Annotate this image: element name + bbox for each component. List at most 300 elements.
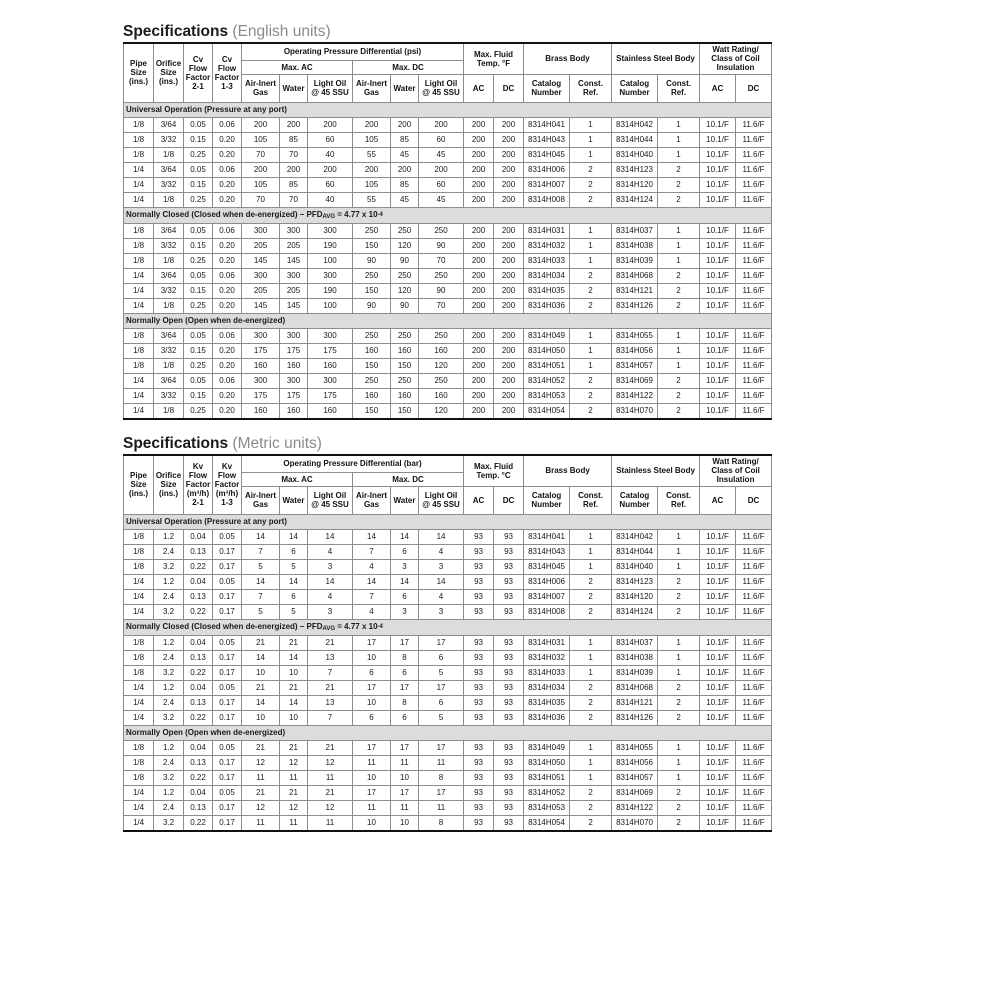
- table-cell: 1: [658, 343, 700, 358]
- table-cell: 14: [280, 650, 308, 665]
- table-cell: 1.2: [154, 785, 184, 800]
- table-cell: 250: [391, 223, 419, 238]
- table-row: [124, 815, 772, 831]
- table-cell: 8314H033: [524, 665, 570, 680]
- table-cell: 0.20: [213, 147, 242, 162]
- table-cell: 8314H042: [612, 529, 658, 544]
- table-cell: 120: [419, 403, 464, 419]
- table-cell: 0.05: [213, 785, 242, 800]
- table-cell: 11.6/F: [736, 177, 772, 192]
- table-cell: 150: [391, 403, 419, 419]
- ss-const-ref-header: Const. Ref.: [658, 486, 700, 514]
- table-cell: 11.6/F: [736, 147, 772, 162]
- table-cell: 0.06: [213, 162, 242, 177]
- table-cell: 70: [242, 147, 280, 162]
- table-cell: 3/32: [154, 177, 184, 192]
- table-cell: 14: [242, 574, 280, 589]
- table-cell: 10.1/F: [700, 635, 736, 650]
- table-cell: 11.6/F: [736, 695, 772, 710]
- table-cell: 21: [280, 635, 308, 650]
- table-cell: 8314H124: [612, 604, 658, 619]
- brass-body-header: Brass Body: [524, 455, 612, 486]
- table-cell: 21: [280, 680, 308, 695]
- table-cell: 150: [353, 283, 391, 298]
- table-cell: 1/4: [124, 800, 154, 815]
- group-row: [124, 313, 772, 328]
- table-cell: 10.1/F: [700, 253, 736, 268]
- table-cell: 300: [308, 373, 353, 388]
- table-cell: 8314H043: [524, 544, 570, 559]
- table-cell: 70: [280, 147, 308, 162]
- table-cell: 200: [494, 283, 524, 298]
- table-cell: 6: [280, 544, 308, 559]
- table-cell: 10.1/F: [700, 604, 736, 619]
- temp-dc-header: DC: [494, 486, 524, 514]
- table-cell: 1: [570, 343, 612, 358]
- table-cell: 1/8: [154, 403, 184, 419]
- table-cell: 93: [494, 770, 524, 785]
- table-cell: 85: [280, 132, 308, 147]
- table-cell: 93: [494, 740, 524, 755]
- table-cell: 8314H057: [612, 358, 658, 373]
- table-cell: 200: [464, 268, 494, 283]
- table-cell: 8314H033: [524, 253, 570, 268]
- temp-ac-header: AC: [464, 486, 494, 514]
- table-row: [124, 283, 772, 298]
- table-cell: 0.13: [184, 695, 213, 710]
- table-cell: 8314H032: [524, 650, 570, 665]
- table-cell: 14: [242, 529, 280, 544]
- table-cell: 105: [353, 132, 391, 147]
- table-cell: 10.1/F: [700, 710, 736, 725]
- table-cell: 10.1/F: [700, 755, 736, 770]
- ss-catalog-number-header: Catalog Number: [612, 486, 658, 514]
- table-cell: 160: [308, 403, 353, 419]
- table-cell: 0.17: [213, 544, 242, 559]
- table-cell: 8314H042: [612, 117, 658, 132]
- table-cell: 150: [353, 403, 391, 419]
- table-cell: 0.05: [184, 162, 213, 177]
- table-cell: 1/8: [124, 665, 154, 680]
- table-cell: 1: [570, 529, 612, 544]
- table-cell: 0.13: [184, 800, 213, 815]
- table-cell: 0.13: [184, 544, 213, 559]
- table-cell: 8314H031: [524, 635, 570, 650]
- table-cell: 6: [391, 710, 419, 725]
- stainless-steel-body-header: Stainless Steel Body: [612, 43, 700, 74]
- table-cell: 3/64: [154, 268, 184, 283]
- table-cell: 4: [353, 559, 391, 574]
- table-cell: 2: [570, 680, 612, 695]
- table-cell: 10.1/F: [700, 665, 736, 680]
- table-cell: 175: [308, 343, 353, 358]
- table-cell: 11.6/F: [736, 388, 772, 403]
- table-row: [124, 373, 772, 388]
- table-cell: 1.2: [154, 740, 184, 755]
- table-cell: 0.25: [184, 358, 213, 373]
- table-cell: 300: [242, 223, 280, 238]
- table-cell: 10: [353, 650, 391, 665]
- table-cell: 85: [391, 177, 419, 192]
- table-cell: 8314H006: [524, 162, 570, 177]
- table-cell: 1/4: [124, 785, 154, 800]
- table-cell: 0.04: [184, 574, 213, 589]
- table-cell: 10.1/F: [700, 740, 736, 755]
- table-cell: 8314H034: [524, 680, 570, 695]
- table-cell: 3: [419, 604, 464, 619]
- table-cell: 0.17: [213, 695, 242, 710]
- table-cell: 200: [494, 343, 524, 358]
- table-cell: 93: [464, 815, 494, 831]
- table-cell: 12: [308, 800, 353, 815]
- table-cell: 300: [242, 373, 280, 388]
- table-cell: 0.22: [184, 815, 213, 831]
- table-cell: 1: [658, 529, 700, 544]
- table-cell: 93: [494, 815, 524, 831]
- table-cell: 93: [494, 589, 524, 604]
- table-cell: 0.04: [184, 680, 213, 695]
- table-cell: 200: [242, 162, 280, 177]
- table-cell: 0.05: [213, 740, 242, 755]
- table-cell: 3/32: [154, 238, 184, 253]
- table-cell: 250: [353, 373, 391, 388]
- table-cell: 1/8: [124, 358, 154, 373]
- table-cell: 17: [419, 740, 464, 755]
- table-cell: 11.6/F: [736, 635, 772, 650]
- table-cell: 0.25: [184, 403, 213, 419]
- table-cell: 3/64: [154, 162, 184, 177]
- table-cell: 250: [391, 328, 419, 343]
- table-cell: 1: [570, 328, 612, 343]
- table-cell: 14: [308, 529, 353, 544]
- table-cell: 55: [353, 147, 391, 162]
- table-cell: 8314H006: [524, 574, 570, 589]
- table-cell: 2: [570, 695, 612, 710]
- table-cell: 1: [658, 238, 700, 253]
- table-cell: 2: [658, 800, 700, 815]
- table-cell: 8314H056: [612, 755, 658, 770]
- table-cell: 93: [464, 604, 494, 619]
- table-cell: 11.6/F: [736, 544, 772, 559]
- table-cell: 200: [494, 253, 524, 268]
- table-cell: 1/4: [124, 162, 154, 177]
- table-cell: 93: [464, 755, 494, 770]
- table-cell: 11.6/F: [736, 358, 772, 373]
- table-cell: 1.2: [154, 529, 184, 544]
- table-cell: 93: [464, 710, 494, 725]
- table-cell: 6: [419, 650, 464, 665]
- english-title-main: Specifications: [123, 23, 229, 40]
- table-cell: 11.6/F: [736, 650, 772, 665]
- table-cell: 8314H049: [524, 328, 570, 343]
- table-cell: 200: [280, 117, 308, 132]
- table-cell: 93: [494, 710, 524, 725]
- flow-factor-2-1-header: Kv Flow Factor (m³/h) 2-1: [184, 455, 213, 514]
- table-cell: 0.25: [184, 147, 213, 162]
- table-cell: 21: [308, 785, 353, 800]
- table-cell: 190: [308, 238, 353, 253]
- table-cell: 2: [570, 192, 612, 207]
- table-cell: 8314H038: [612, 238, 658, 253]
- table-row: [124, 403, 772, 419]
- table-cell: 120: [391, 283, 419, 298]
- table-cell: 10.1/F: [700, 589, 736, 604]
- watt-rating-header: Watt Rating/ Class of Coil Insulation: [700, 43, 772, 74]
- table-cell: 90: [419, 283, 464, 298]
- table-cell: 200: [464, 253, 494, 268]
- table-cell: 45: [419, 147, 464, 162]
- table-cell: 200: [391, 162, 419, 177]
- table-cell: 8: [419, 770, 464, 785]
- table-cell: 17: [391, 740, 419, 755]
- table-cell: 11: [280, 770, 308, 785]
- table-cell: 93: [494, 529, 524, 544]
- table-cell: 11: [353, 800, 391, 815]
- table-cell: 93: [494, 680, 524, 695]
- table-cell: 175: [242, 343, 280, 358]
- table-cell: 200: [242, 117, 280, 132]
- table-cell: 175: [242, 388, 280, 403]
- table-row: [124, 770, 772, 785]
- table-cell: 6: [391, 544, 419, 559]
- table-cell: 8314H039: [612, 253, 658, 268]
- table-cell: 14: [353, 529, 391, 544]
- table-cell: 1/8: [154, 192, 184, 207]
- table-cell: 11.6/F: [736, 373, 772, 388]
- max-ac-header: Max. AC: [242, 60, 353, 74]
- table-cell: 0.17: [213, 589, 242, 604]
- table-cell: 200: [464, 223, 494, 238]
- table-row: [124, 680, 772, 695]
- group-label-text: Normally Open (Open when de-energized): [126, 315, 286, 325]
- table-cell: 17: [353, 740, 391, 755]
- table-cell: 0.15: [184, 388, 213, 403]
- table-cell: 8: [391, 695, 419, 710]
- table-cell: 1: [658, 665, 700, 680]
- table-cell: 8314H045: [524, 559, 570, 574]
- table-cell: 1: [570, 635, 612, 650]
- table-cell: 0.06: [213, 373, 242, 388]
- table-row: [124, 147, 772, 162]
- table-cell: 0.04: [184, 635, 213, 650]
- table-cell: 45: [419, 192, 464, 207]
- table-cell: 10.1/F: [700, 544, 736, 559]
- table-cell: 8314H041: [524, 529, 570, 544]
- table-cell: 10.1/F: [700, 695, 736, 710]
- table-cell: 11.6/F: [736, 328, 772, 343]
- table-cell: 0.05: [213, 635, 242, 650]
- table-cell: 11.6/F: [736, 298, 772, 313]
- table-cell: 14: [391, 574, 419, 589]
- table-cell: 2: [658, 815, 700, 831]
- table-cell: 10: [280, 665, 308, 680]
- table-cell: 6: [353, 710, 391, 725]
- table-cell: 85: [280, 177, 308, 192]
- table-cell: 160: [353, 388, 391, 403]
- table-cell: 0.22: [184, 604, 213, 619]
- table-cell: 2: [658, 695, 700, 710]
- table-cell: 1: [570, 755, 612, 770]
- table-cell: 8314H068: [612, 680, 658, 695]
- operating-pressure-header: Operating Pressure Differential (bar): [242, 455, 464, 472]
- table-cell: 160: [391, 388, 419, 403]
- table-cell: 1/8: [124, 223, 154, 238]
- operating-pressure-header: Operating Pressure Differential (psi): [242, 43, 464, 60]
- table-cell: 1/8: [124, 559, 154, 574]
- table-cell: 11.6/F: [736, 604, 772, 619]
- table-cell: 5: [242, 604, 280, 619]
- table-cell: 175: [280, 388, 308, 403]
- table-cell: 2: [570, 388, 612, 403]
- table-cell: 3: [308, 559, 353, 574]
- group-label: [124, 514, 772, 529]
- flow-factor-1-3-header: Cv Flow Factor 1-3: [213, 43, 242, 102]
- table-cell: 200: [308, 162, 353, 177]
- pfd-value: = 4.77 x 10: [335, 209, 378, 219]
- table-cell: 8314H035: [524, 695, 570, 710]
- table-cell: 250: [353, 328, 391, 343]
- pfd-value: = 4.77 x 10: [335, 621, 378, 631]
- table-row: [124, 755, 772, 770]
- table-cell: 11.6/F: [736, 192, 772, 207]
- table-cell: 1: [658, 770, 700, 785]
- table-cell: 2: [570, 268, 612, 283]
- table-cell: 2: [658, 403, 700, 419]
- table-cell: 3/64: [154, 117, 184, 132]
- table-cell: 12: [242, 755, 280, 770]
- table-cell: 14: [419, 529, 464, 544]
- table-cell: 21: [308, 740, 353, 755]
- table-cell: 8314H052: [524, 785, 570, 800]
- table-cell: 93: [464, 680, 494, 695]
- table-cell: 1/8: [124, 770, 154, 785]
- table-cell: 300: [242, 268, 280, 283]
- brass-catalog-number-header: Catalog Number: [524, 74, 570, 102]
- table-cell: 17: [419, 680, 464, 695]
- table-cell: 8: [419, 815, 464, 831]
- table-cell: 21: [242, 680, 280, 695]
- table-cell: 21: [242, 635, 280, 650]
- english-spec-section: [123, 22, 771, 420]
- table-cell: 93: [494, 785, 524, 800]
- table-cell: 6: [419, 695, 464, 710]
- table-cell: 40: [308, 192, 353, 207]
- table-cell: 93: [464, 544, 494, 559]
- table-cell: 175: [308, 388, 353, 403]
- table-cell: 17: [391, 785, 419, 800]
- table-cell: 6: [280, 589, 308, 604]
- table-row: [124, 343, 772, 358]
- table-cell: 1.2: [154, 680, 184, 695]
- table-cell: 60: [419, 177, 464, 192]
- table-cell: 8314H008: [524, 192, 570, 207]
- table-cell: 205: [242, 283, 280, 298]
- table-cell: 11.6/F: [736, 680, 772, 695]
- table-cell: 45: [391, 192, 419, 207]
- table-cell: 300: [280, 223, 308, 238]
- table-cell: 93: [464, 665, 494, 680]
- table-cell: 1/8: [124, 328, 154, 343]
- table-row: [124, 665, 772, 680]
- table-cell: 4: [353, 604, 391, 619]
- table-cell: 12: [242, 800, 280, 815]
- orifice-size-header: Orifice Size (ins.): [154, 43, 184, 102]
- table-cell: 3/64: [154, 223, 184, 238]
- table-cell: 1/4: [124, 192, 154, 207]
- table-cell: 8314H049: [524, 740, 570, 755]
- table-row: [124, 740, 772, 755]
- table-row: [124, 192, 772, 207]
- table-cell: 8314H057: [612, 770, 658, 785]
- table-cell: 1/8: [154, 253, 184, 268]
- table-row: [124, 695, 772, 710]
- table-cell: 1/8: [124, 132, 154, 147]
- table-cell: 145: [280, 253, 308, 268]
- table-cell: 1: [658, 740, 700, 755]
- table-row: [124, 544, 772, 559]
- table-cell: 300: [308, 223, 353, 238]
- table-cell: 93: [464, 574, 494, 589]
- table-cell: 17: [391, 680, 419, 695]
- table-cell: 200: [494, 117, 524, 132]
- table-cell: 250: [353, 223, 391, 238]
- table-cell: 1: [570, 650, 612, 665]
- table-cell: 2: [658, 192, 700, 207]
- table-cell: 8: [391, 650, 419, 665]
- table-cell: 11.6/F: [736, 785, 772, 800]
- table-cell: 2: [570, 589, 612, 604]
- table-cell: 10.1/F: [700, 283, 736, 298]
- table-cell: 93: [494, 800, 524, 815]
- table-row: [124, 328, 772, 343]
- table-cell: 10.1/F: [700, 785, 736, 800]
- table-cell: 0.17: [213, 815, 242, 831]
- group-label-text: Universal Operation (Pressure at any port): [126, 104, 287, 114]
- max-fluid-temp-header: Max. Fluid Temp. °F: [464, 43, 524, 74]
- table-cell: 10: [353, 695, 391, 710]
- table-cell: 1/8: [124, 117, 154, 132]
- table-cell: 10.1/F: [700, 268, 736, 283]
- table-cell: 2.4: [154, 650, 184, 665]
- table-cell: 8314H038: [612, 650, 658, 665]
- dc-light-oil-header: Light Oil @ 45 SSU: [419, 486, 464, 514]
- table-cell: 1/4: [124, 604, 154, 619]
- table-cell: 150: [391, 358, 419, 373]
- table-cell: 1/4: [124, 283, 154, 298]
- table-cell: 10.1/F: [700, 403, 736, 419]
- table-cell: 1: [570, 665, 612, 680]
- brass-const-ref-header: Const. Ref.: [570, 74, 612, 102]
- table-cell: 8314H054: [524, 403, 570, 419]
- group-label: [124, 102, 772, 117]
- table-cell: 40: [308, 147, 353, 162]
- table-cell: 11: [419, 800, 464, 815]
- table-cell: 93: [464, 740, 494, 755]
- group-label-text: Normally Closed (Closed when de-energized) – PFD: [126, 621, 323, 631]
- table-cell: 3: [308, 604, 353, 619]
- table-cell: 3.2: [154, 559, 184, 574]
- table-cell: 11.6/F: [736, 343, 772, 358]
- table-cell: 2.4: [154, 755, 184, 770]
- table-cell: 8314H037: [612, 223, 658, 238]
- table-cell: 200: [464, 132, 494, 147]
- table-cell: 2: [570, 373, 612, 388]
- table-cell: 150: [353, 358, 391, 373]
- table-cell: 8314H053: [524, 800, 570, 815]
- table-cell: 5: [419, 665, 464, 680]
- table-cell: 190: [308, 283, 353, 298]
- table-cell: 250: [419, 223, 464, 238]
